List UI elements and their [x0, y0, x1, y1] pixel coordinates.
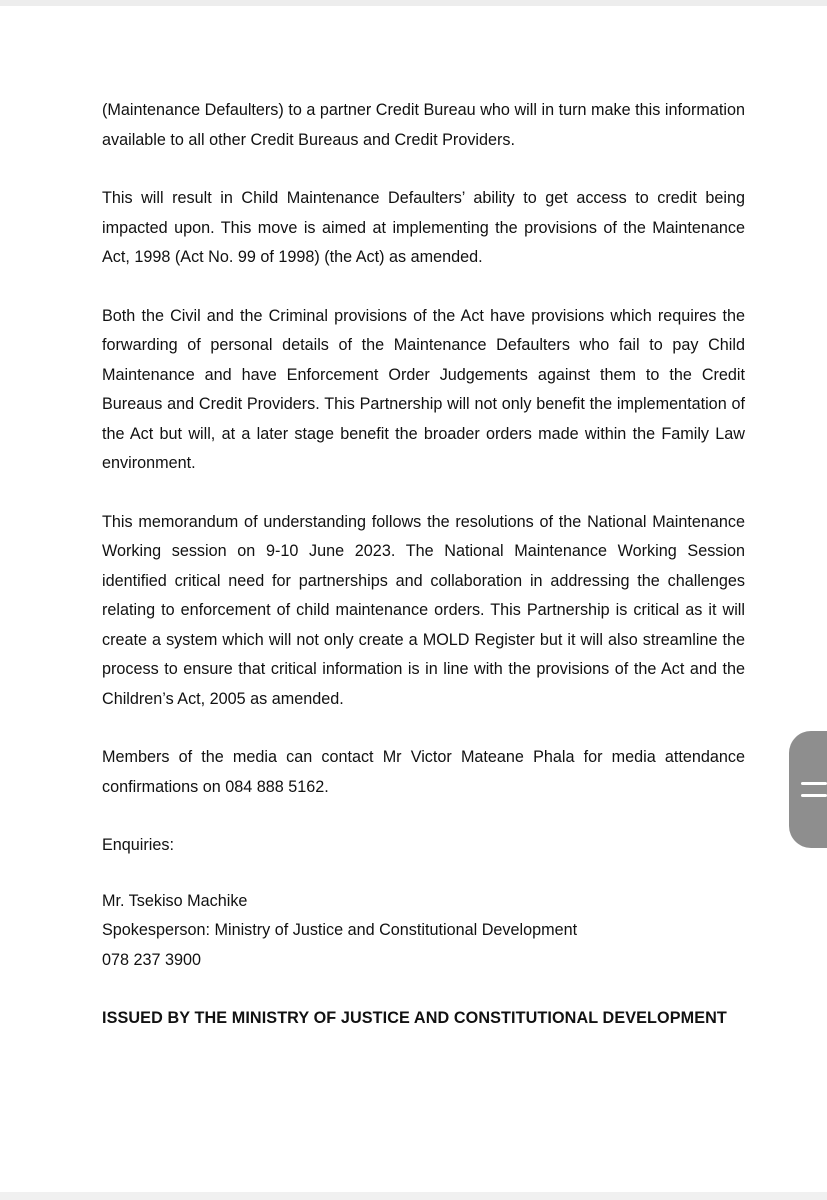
contact-block	[102, 887, 745, 976]
top-edge	[0, 0, 827, 6]
document-page	[102, 96, 745, 1034]
paragraph-memorandum: This memorandum of understanding follows the resolutions of the National Maintenance Working session on 9-10 June 2023. The National Maintenance Working Session identified critical need for partnerships and collaboration in addressing the challenges relating to enforcement of child maintenance orders. This Partnership is critical as it will create a system which will not only create a MOLD Register but it will also streamline the process to ensure that critical information is in line with the provisions of the Act and the Children’s Act, 2005 as amended.	[102, 512, 745, 708]
bottom-edge	[0, 1192, 827, 1200]
contact-name: Mr. Tsekiso Machike	[102, 891, 248, 910]
contact-phone: 078 237 3900	[102, 950, 202, 969]
contact-title: Spokesperson: Ministry of Justice and Constitutional Development	[102, 921, 578, 939]
paragraph-credit-bureau: (Maintenance Defaulters) to a partner Credit Bureau who will in turn make this information available to all other Credit Bureaus and Credit Providers.	[102, 101, 745, 149]
grip-lines-icon	[801, 782, 827, 785]
issued-by-statement: ISSUED BY THE MINISTRY OF JUSTICE AND CONSTITUTIONAL DEVELOPMENT	[102, 1009, 727, 1027]
scroll-handle[interactable]	[789, 731, 827, 848]
paragraph-credit-access: This will result in Child Maintenance Defaulters’ ability to get access to credit being impacted upon. This move is aimed at implementing the provisions of the Maintenance Act, 1998 (Act No. 99 of 1998) (the Act) as amended.	[102, 189, 745, 266]
paragraph-media-contact: Members of the media can contact Mr Victor Mateane Phala for media attendance confirmations on 084 888 5162.	[102, 748, 745, 796]
grip-lines-icon	[801, 794, 827, 797]
paragraph-act-provisions: Both the Civil and the Criminal provisions of the Act have provisions which requires the forwarding of personal details of the Maintenance Defaulters who fail to pay Child Maintenance and have Enforcement Order Judgements against them to the Credit Bureaus and Credit Providers. This Partnership will not only benefit the implementation of the Act but will, at a later stage benefit the broader orders made within the Family Law environment.	[102, 306, 745, 472]
enquiries-label: Enquiries:	[102, 836, 174, 854]
